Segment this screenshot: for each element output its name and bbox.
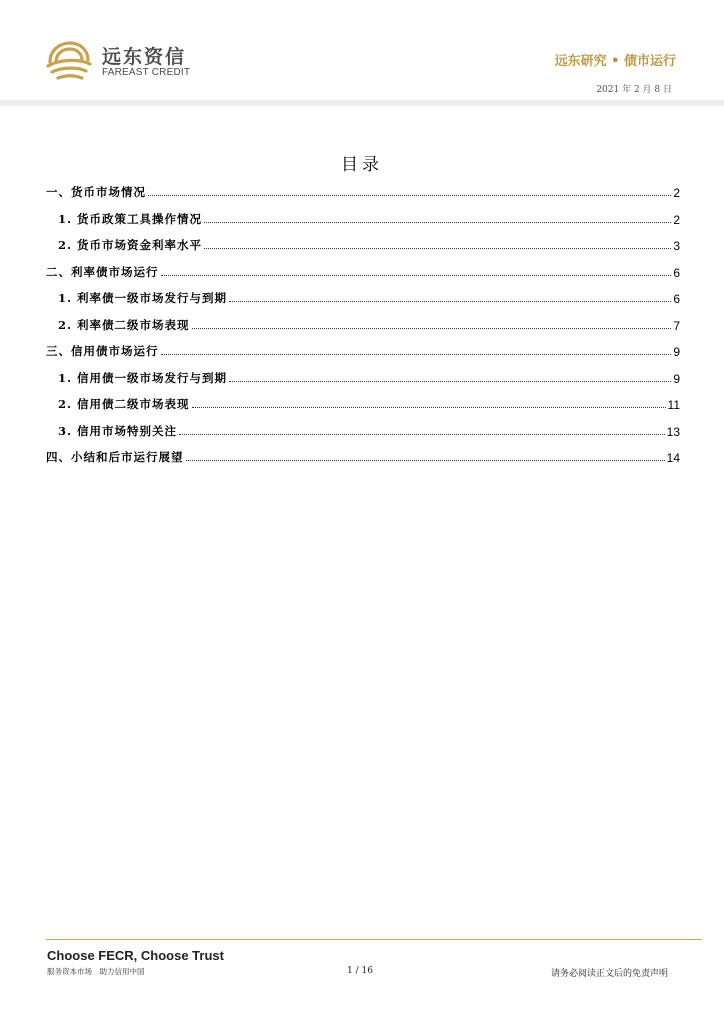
toc-dot-leader (148, 194, 671, 196)
toc-dot-leader (229, 300, 671, 302)
toc-dot-leader (179, 433, 665, 435)
toc-entry[interactable] (46, 419, 680, 439)
toc-entry-label: 四、小结和后市运行展望 (46, 450, 184, 464)
toc-entry-label: 3. 信用市场特别关注 (58, 423, 178, 438)
toc-entry-page: 7 (673, 318, 680, 333)
toc-entry[interactable] (46, 445, 680, 465)
toc-entry-label: 三、信用债市场运行 (46, 344, 159, 358)
toc-entry-page: 6 (673, 265, 680, 280)
toc-entry-page: 2 (673, 186, 680, 200)
toc-entry-label: 1. 利率债一级市场发行与到期 (58, 291, 228, 305)
report-date: 2021 年 2 月 8 日 (596, 85, 672, 95)
logo-chinese-name: 远东资信 (102, 46, 187, 68)
toc-entry-page: 9 (673, 345, 680, 359)
footer-slogan: Choose FECR, Choose Trust (47, 948, 224, 963)
toc-dot-leader (186, 459, 665, 461)
toc-entry-label: 1. 信用债一级市场发行与到期 (58, 370, 228, 385)
toc-entry[interactable] (46, 366, 680, 386)
page-number: 1 / 16 (347, 966, 373, 976)
toc-entry-label: 2. 信用债二级市场表现 (58, 397, 190, 411)
toc-dot-leader (204, 221, 671, 223)
toc-entry-label: 一、货币市场情况 (46, 185, 146, 199)
toc-entry-page: 2 (673, 212, 680, 227)
toc-entry-label: 1. 货币政策工具操作情况 (58, 211, 203, 226)
toc-entry-label: 2. 利率债二级市场表现 (58, 317, 190, 332)
toc-entry-page: 6 (673, 292, 680, 306)
toc-dot-leader (161, 274, 672, 276)
toc-entry[interactable] (46, 313, 680, 333)
toc-entry-page: 9 (673, 371, 680, 386)
header-divider-bar (0, 100, 724, 106)
toc-entry[interactable] (46, 339, 680, 359)
logo-english-name: FAREAST CREDIT (102, 67, 191, 78)
toc-entry-label: 2. 货币市场资金利率水平 (58, 238, 203, 252)
company-logo (44, 40, 194, 84)
report-section-title: 远东研究 • 债市运行 (554, 54, 676, 69)
toc-entry-label: 二、利率债市场运行 (46, 264, 159, 279)
toc-dot-leader (229, 380, 671, 382)
toc-dot-leader (161, 353, 672, 355)
toc-entry[interactable] (46, 392, 680, 412)
footer-tagline: 服务资本市场 助力信用中国 (47, 967, 145, 976)
footer-divider (46, 939, 702, 940)
toc-dot-leader (204, 247, 671, 249)
toc-dot-leader (192, 406, 666, 408)
logo-mark-icon (44, 40, 94, 82)
toc-entry[interactable] (46, 260, 680, 280)
page-header (0, 0, 724, 108)
toc-title: 目录 (341, 155, 383, 175)
toc-entry-page: 14 (666, 451, 680, 465)
footer-disclaimer: 请务必阅读正文后的免责声明 (550, 969, 668, 979)
toc-entry[interactable] (46, 233, 680, 253)
toc-entry[interactable] (46, 207, 680, 227)
toc-entry[interactable] (46, 286, 680, 306)
toc-entry-page: 11 (667, 398, 680, 412)
toc-dot-leader (192, 327, 672, 329)
toc-entry[interactable] (46, 180, 680, 200)
toc-entry-page: 3 (673, 239, 680, 253)
toc-entry-page: 13 (666, 424, 680, 439)
